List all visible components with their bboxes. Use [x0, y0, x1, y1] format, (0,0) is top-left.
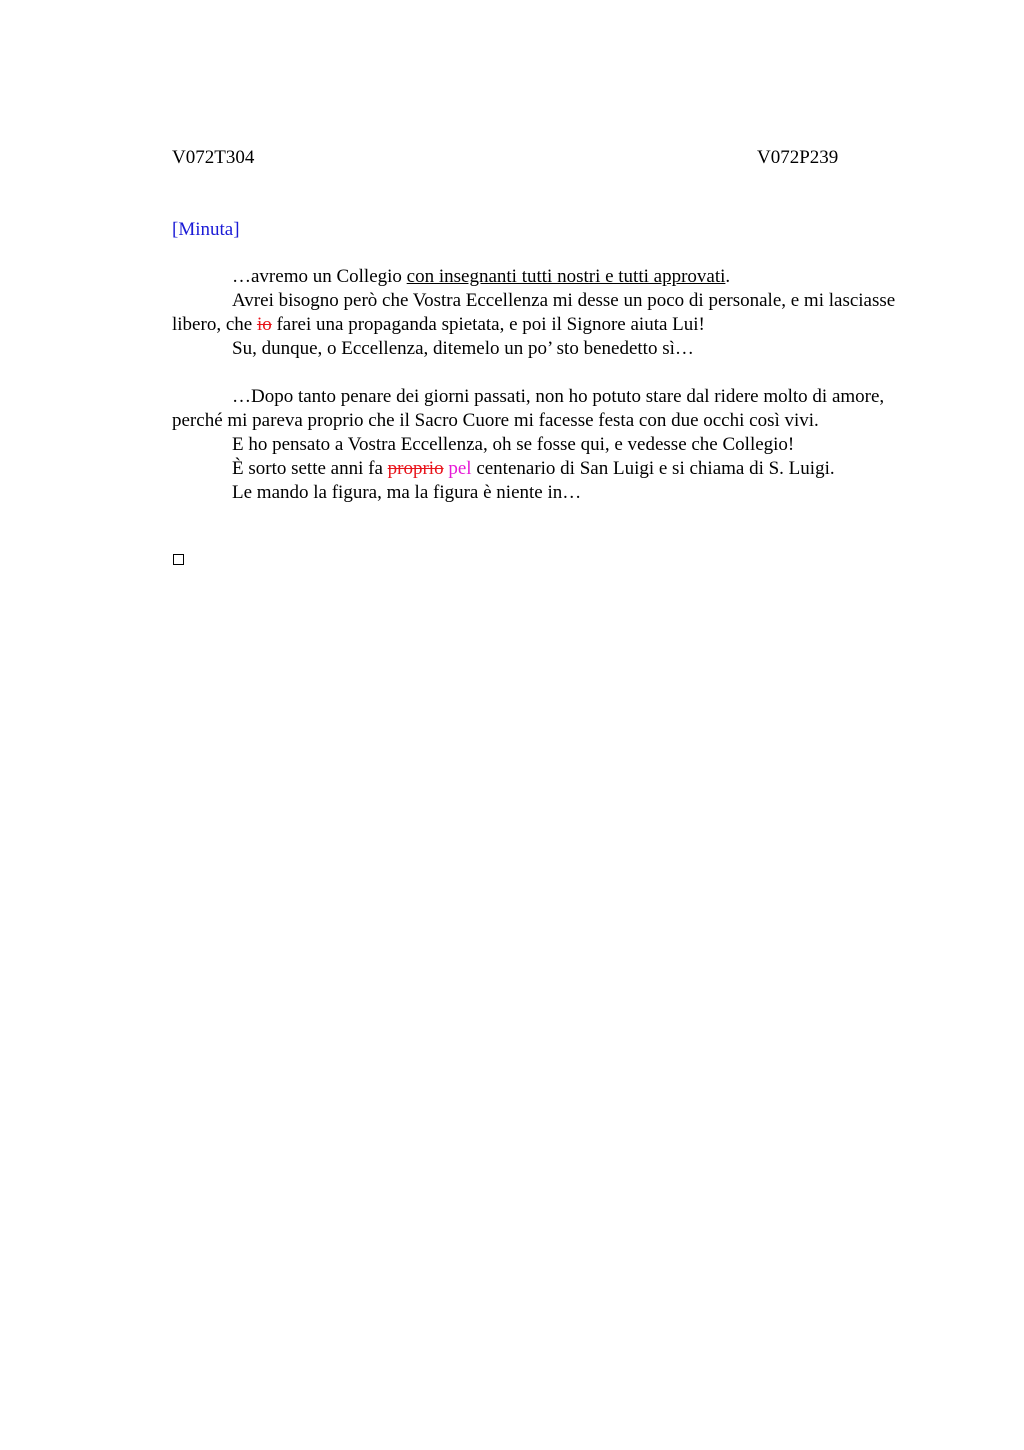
- deleted-word: proprio: [387, 458, 444, 479]
- letter-body: [172, 265, 902, 505]
- inserted-word: pel: [448, 458, 472, 479]
- paragraph-2: [172, 289, 902, 337]
- paragraph-1-text-b: .: [725, 266, 731, 287]
- document-code-left: V072T304: [172, 147, 255, 168]
- paragraph-6-text-a: È sorto sette anni fa: [232, 458, 388, 479]
- minuta-label: [Minuta]: [172, 219, 240, 240]
- paragraph-7: Le mando la figura, ma la figura è niente in…: [232, 482, 582, 503]
- end-marker-square-icon: [173, 554, 184, 565]
- paragraph-6: [172, 457, 902, 481]
- deleted-word: io: [256, 314, 272, 335]
- paragraph-1: [172, 265, 902, 289]
- paragraph-6-text-b: centenario di San Luigi e si chiama di S. Luigi.: [471, 458, 835, 479]
- paragraph-gap: [172, 361, 902, 385]
- paragraph-3: Su, dunque, o Eccellenza, ditemelo un po’ sto benedetto sì…: [232, 338, 694, 359]
- underlined-text: con insegnanti tutti nostri e tutti approvati: [406, 266, 726, 287]
- paragraph-5: E ho pensato a Vostra Eccellenza, oh se fosse qui, e vedesse che Collegio!: [232, 434, 795, 455]
- document-code-right: V072P239: [757, 147, 839, 168]
- paragraph-1-text-a: …avremo un Collegio: [232, 266, 407, 287]
- paragraph-2-text-a: Avrei bisogno però che Vostra Eccellenza mi desse un poco di personale, e mi lasciasse libero, che: [172, 290, 896, 335]
- paragraph-4: …Dopo tanto penare dei giorni passati, non ho potuto stare dal ridere molto di amore, perché mi pareva proprio che il Sacro Cuore mi facesse festa con due occhi così vivi.: [172, 386, 885, 431]
- paragraph-2-text-b: farei una propaganda spietata, e poi il Signore aiuta Lui!: [271, 314, 705, 335]
